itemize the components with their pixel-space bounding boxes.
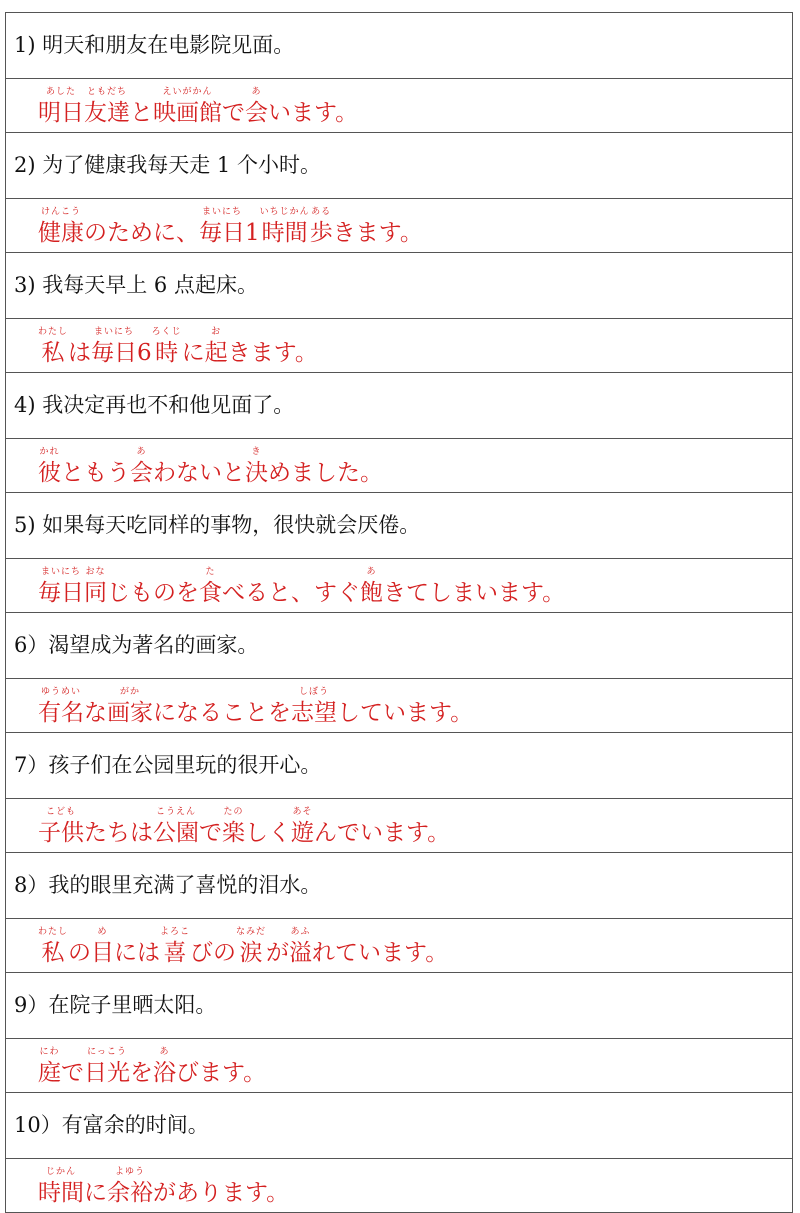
- furigana-reading: [199, 807, 222, 818]
- furigana-word: [38, 567, 84, 606]
- answer-base-text: に: [181, 340, 205, 366]
- answer-base-text: な: [84, 700, 107, 726]
- answer-base-text: 志望: [291, 700, 337, 726]
- answer-base-text: 友達: [84, 100, 130, 126]
- answer-text-segment: [182, 327, 205, 366]
- answer-text-segment: [68, 927, 91, 966]
- chinese-prompt-text: 7）孩子们在公园里玩的很开心。: [14, 753, 322, 777]
- answer-base-text: で: [222, 100, 245, 126]
- furigana-reading: ある: [311, 207, 332, 217]
- furigana-reading: あ: [251, 87, 262, 97]
- answer-text-segment: [222, 87, 245, 126]
- answer-base-text: 毎日: [199, 220, 245, 246]
- chinese-prompt-text: 9）在院子里晒太阳。: [14, 993, 217, 1017]
- furigana-reading: [61, 447, 130, 458]
- furigana-reading: ともだち: [86, 87, 127, 97]
- furigana-word: [199, 207, 245, 246]
- answer-base-text: れています。: [312, 940, 449, 966]
- furigana-reading: たの: [223, 807, 244, 817]
- answer-base-text: 私: [41, 340, 65, 366]
- answer-text-segment: [130, 1047, 153, 1086]
- furigana-word: [84, 1047, 130, 1086]
- furigana-reading: いちじかん: [259, 207, 310, 217]
- furigana-reading: [245, 207, 260, 218]
- answer-base-text: べると、すぐ: [222, 580, 360, 606]
- japanese-answer-row: [6, 559, 792, 613]
- japanese-answer-line: [38, 567, 565, 606]
- answer-text-segment: [312, 927, 448, 966]
- furigana-word: [153, 1047, 176, 1086]
- answer-text-segment: [68, 327, 91, 366]
- furigana-reading: あふ: [290, 927, 311, 937]
- furigana-word: [291, 687, 337, 726]
- answer-text-segment: [84, 807, 153, 846]
- answer-base-text: 溢: [289, 940, 313, 966]
- furigana-reading: [84, 1167, 107, 1178]
- answer-base-text: 飽: [360, 580, 383, 606]
- answer-text-segment: [222, 567, 360, 606]
- furigana-reading: にわ: [39, 1047, 60, 1057]
- answer-text-segment: [130, 87, 153, 126]
- furigana-word: [38, 927, 68, 966]
- furigana-reading: [153, 1167, 289, 1178]
- answer-text-segment: [268, 87, 358, 126]
- answer-text-segment: [199, 807, 222, 846]
- answer-base-text: 会: [130, 460, 153, 486]
- chinese-prompt-row: [6, 133, 792, 199]
- furigana-reading: [84, 687, 107, 698]
- chinese-prompt-text: 4) 我决定再也不和他见面了。: [14, 393, 295, 417]
- chinese-prompt-row: [6, 733, 792, 799]
- japanese-answer-line: [38, 807, 450, 846]
- furigana-reading: お: [211, 327, 222, 337]
- answer-base-text: 明日: [38, 100, 84, 126]
- translation-worksheet: [5, 12, 793, 1213]
- answer-base-text: 画家: [107, 700, 153, 726]
- answer-base-text: 歩: [309, 220, 333, 246]
- answer-base-text: の: [68, 940, 92, 966]
- answer-base-text: と: [130, 100, 153, 126]
- chinese-prompt-row: [6, 373, 792, 439]
- furigana-reading: た: [205, 567, 216, 577]
- furigana-word: [107, 687, 153, 726]
- japanese-answer-line: [38, 447, 383, 486]
- furigana-word: [38, 207, 84, 246]
- answer-text-segment: [153, 1167, 289, 1206]
- answer-base-text: があります。: [153, 1180, 290, 1206]
- answer-base-text: 会: [245, 100, 268, 126]
- furigana-reading: め: [97, 927, 108, 937]
- furigana-word: [91, 327, 137, 366]
- furigana-reading: [114, 927, 160, 938]
- japanese-answer-row: [6, 799, 792, 853]
- answer-base-text: じものを: [107, 580, 199, 606]
- japanese-answer-row: [6, 439, 792, 493]
- answer-text-segment: [268, 447, 383, 486]
- furigana-reading: [68, 327, 91, 338]
- answer-base-text: 目: [91, 940, 115, 966]
- chinese-prompt-row: [6, 253, 792, 319]
- chinese-prompt-row: [6, 973, 792, 1039]
- furigana-reading: まいにち: [201, 207, 242, 217]
- furigana-word: [84, 87, 130, 126]
- furigana-word: [310, 207, 333, 246]
- chinese-prompt-row: [6, 1093, 792, 1159]
- japanese-answer-row: [6, 1039, 792, 1093]
- answer-base-text: 毎日: [91, 340, 138, 366]
- furigana-reading: [107, 567, 199, 578]
- furigana-reading: こども: [45, 807, 76, 817]
- furigana-reading: おな: [85, 567, 106, 577]
- furigana-reading: [333, 207, 423, 218]
- furigana-word: [38, 87, 84, 126]
- answer-base-text: 浴: [153, 1060, 176, 1086]
- answer-base-text: が: [266, 940, 290, 966]
- answer-base-text: で: [199, 820, 222, 846]
- answer-base-text: 健康: [38, 220, 84, 246]
- answer-text-segment: [84, 687, 107, 726]
- furigana-reading: かれ: [39, 447, 60, 457]
- furigana-word: [107, 1167, 153, 1206]
- japanese-answer-row: [6, 199, 792, 253]
- answer-text-segment: [114, 927, 160, 966]
- answer-text-segment: [337, 687, 473, 726]
- answer-base-text: は: [68, 340, 92, 366]
- answer-base-text: 庭: [38, 1060, 61, 1086]
- japanese-answer-line: [38, 927, 448, 966]
- furigana-reading: [228, 327, 318, 338]
- answer-base-text: のために、: [84, 220, 199, 246]
- answer-text-segment: [84, 207, 199, 246]
- furigana-reading: あした: [45, 87, 76, 97]
- furigana-reading: [268, 447, 383, 458]
- answer-base-text: しています。: [337, 700, 474, 726]
- furigana-reading: わたし: [38, 927, 69, 937]
- answer-text-segment: [107, 567, 199, 606]
- furigana-reading: [337, 687, 473, 698]
- furigana-reading: あ: [136, 447, 147, 457]
- answer-base-text: 遊: [291, 820, 314, 846]
- chinese-prompt-row: [6, 853, 792, 919]
- furigana-reading: [266, 927, 289, 938]
- furigana-reading: えいがかん: [162, 87, 213, 97]
- answer-text-segment: [84, 1167, 107, 1206]
- furigana-word: [153, 87, 222, 126]
- answer-base-text: 時: [155, 340, 179, 366]
- answer-text-segment: [383, 567, 565, 606]
- japanese-answer-row: [6, 1159, 792, 1213]
- answer-base-text: きます。: [227, 340, 318, 366]
- furigana-reading: まいにち: [94, 327, 135, 337]
- answer-base-text: 毎日: [38, 580, 84, 606]
- japanese-answer-line: [38, 1167, 289, 1206]
- answer-base-text: 日光: [84, 1060, 130, 1086]
- answer-text-segment: [153, 447, 245, 486]
- answer-text-segment: [266, 927, 289, 966]
- chinese-prompt-text: 2) 为了健康我每天走 1 个小时。: [14, 153, 321, 177]
- furigana-reading: あ: [159, 1047, 170, 1057]
- answer-text-segment: [61, 1047, 84, 1086]
- answer-base-text: びます。: [176, 1060, 267, 1086]
- answer-text-segment: [61, 447, 130, 486]
- japanese-answer-line: [38, 1047, 266, 1086]
- furigana-word: [38, 327, 68, 366]
- answer-base-text: 余裕: [107, 1180, 153, 1206]
- furigana-reading: にっこう: [87, 1047, 127, 1057]
- chinese-prompt-row: [6, 13, 792, 79]
- furigana-word: [289, 927, 312, 966]
- furigana-reading: じかん: [45, 1167, 76, 1177]
- chinese-prompt-text: 8）我的眼里充满了喜悦的泪水。: [14, 873, 322, 897]
- answer-text-segment: [245, 207, 260, 246]
- furigana-reading: なみだ: [236, 927, 267, 937]
- answer-text-segment: [228, 327, 318, 366]
- furigana-word: [360, 567, 383, 606]
- furigana-word: [260, 207, 310, 246]
- furigana-word: [205, 327, 228, 366]
- answer-base-text: 涙: [239, 940, 263, 966]
- furigana-reading: [153, 687, 291, 698]
- japanese-answer-row: [6, 919, 792, 973]
- furigana-word: [38, 1167, 84, 1206]
- furigana-reading: よろこ: [160, 927, 191, 937]
- furigana-reading: [312, 927, 448, 938]
- answer-text-segment: [245, 807, 291, 846]
- furigana-reading: [68, 927, 91, 938]
- furigana-reading: [182, 327, 205, 338]
- answer-base-text: 映画館: [153, 100, 222, 126]
- furigana-reading: がか: [119, 687, 140, 697]
- answer-base-text: 決: [245, 460, 268, 486]
- chinese-prompt-text: 6）渴望成为著名的画家。: [14, 633, 259, 657]
- furigana-reading: き: [251, 447, 262, 457]
- answer-base-text: 同: [84, 580, 107, 606]
- furigana-reading: [314, 807, 450, 818]
- furigana-reading: [84, 207, 199, 218]
- answer-base-text: わないと: [153, 460, 245, 486]
- chinese-prompt-row: [6, 613, 792, 679]
- furigana-reading: わたし: [38, 327, 69, 337]
- answer-base-text: 私: [41, 940, 65, 966]
- furigana-word: [91, 927, 114, 966]
- answer-text-segment: [176, 1047, 266, 1086]
- furigana-reading: [153, 447, 245, 458]
- furigana-reading: あそ: [292, 807, 313, 817]
- japanese-answer-line: [38, 327, 318, 366]
- answer-base-text: で: [61, 1060, 84, 1086]
- answer-base-text: 1: [245, 220, 260, 246]
- answer-base-text: になることを: [153, 700, 291, 726]
- furigana-word: [38, 447, 61, 486]
- chinese-prompt-row: [6, 493, 792, 559]
- furigana-word: [130, 447, 153, 486]
- answer-base-text: 喜: [163, 940, 187, 966]
- furigana-reading: [137, 327, 152, 338]
- chinese-prompt-text: 5) 如果每天吃同样的事物，很快就会厌倦。: [14, 513, 421, 537]
- furigana-word: [199, 567, 222, 606]
- chinese-prompt-text: 3) 我每天早上 6 点起床。: [14, 273, 258, 297]
- japanese-answer-line: [38, 687, 473, 726]
- furigana-reading: [268, 87, 358, 98]
- answer-base-text: 時間: [38, 1180, 84, 1206]
- answer-base-text: 楽: [222, 820, 245, 846]
- furigana-word: [291, 807, 314, 846]
- japanese-answer-row: [6, 79, 792, 133]
- answer-base-text: を: [130, 1060, 153, 1086]
- chinese-prompt-text: 1) 明天和朋友在电影院见面。: [14, 33, 295, 57]
- furigana-reading: [84, 807, 153, 818]
- answer-base-text: しく: [245, 820, 291, 846]
- answer-base-text: きてしまいます。: [383, 580, 566, 606]
- furigana-word: [245, 447, 268, 486]
- answer-base-text: 起: [204, 340, 228, 366]
- answer-text-segment: [153, 687, 291, 726]
- answer-base-text: 有名: [38, 700, 84, 726]
- chinese-prompt-text: 10）有富余的时间。: [14, 1113, 209, 1137]
- furigana-word: [38, 807, 84, 846]
- answer-text-segment: [190, 927, 236, 966]
- japanese-answer-line: [38, 207, 423, 246]
- furigana-reading: こうえん: [155, 807, 196, 817]
- furigana-reading: [190, 927, 236, 938]
- furigana-reading: ろくじ: [151, 327, 182, 337]
- furigana-reading: あ: [366, 567, 377, 577]
- furigana-word: [38, 687, 84, 726]
- furigana-reading: [222, 567, 360, 578]
- japanese-answer-row: [6, 679, 792, 733]
- furigana-reading: [245, 807, 291, 818]
- furigana-word: [38, 1047, 61, 1086]
- answer-base-text: います。: [268, 100, 359, 126]
- answer-base-text: たちは: [84, 820, 153, 846]
- furigana-reading: [176, 1047, 266, 1058]
- answer-text-segment: [314, 807, 450, 846]
- furigana-reading: よゆう: [114, 1167, 145, 1177]
- answer-base-text: に: [84, 1180, 107, 1206]
- furigana-word: [245, 87, 268, 126]
- answer-base-text: きます。: [332, 220, 423, 246]
- answer-base-text: 子供: [38, 820, 84, 846]
- furigana-reading: [61, 1047, 84, 1058]
- answer-base-text: んでいます。: [314, 820, 451, 846]
- answer-base-text: 6: [137, 340, 152, 366]
- answer-base-text: 公園: [153, 820, 199, 846]
- furigana-reading: まいにち: [40, 567, 81, 577]
- furigana-reading: ゆうめい: [40, 687, 81, 697]
- furigana-reading: [130, 1047, 153, 1058]
- answer-base-text: 食: [199, 580, 222, 606]
- furigana-reading: [130, 87, 153, 98]
- furigana-word: [153, 807, 199, 846]
- answer-text-segment: [137, 327, 152, 366]
- furigana-reading: しぼう: [298, 687, 329, 697]
- furigana-reading: [222, 87, 245, 98]
- answer-base-text: 彼: [38, 460, 61, 486]
- furigana-word: [152, 327, 182, 366]
- furigana-word: [160, 927, 190, 966]
- japanese-answer-line: [38, 87, 358, 126]
- furigana-word: [222, 807, 245, 846]
- japanese-answer-row: [6, 319, 792, 373]
- answer-base-text: 時間: [261, 220, 308, 246]
- answer-base-text: めました。: [268, 460, 383, 486]
- furigana-reading: [383, 567, 565, 578]
- furigana-word: [84, 567, 107, 606]
- furigana-word: [236, 927, 266, 966]
- answer-base-text: ともう: [61, 460, 130, 486]
- answer-text-segment: [333, 207, 423, 246]
- furigana-reading: けんこう: [40, 207, 81, 217]
- answer-base-text: には: [114, 940, 161, 966]
- answer-base-text: びの: [190, 940, 237, 966]
